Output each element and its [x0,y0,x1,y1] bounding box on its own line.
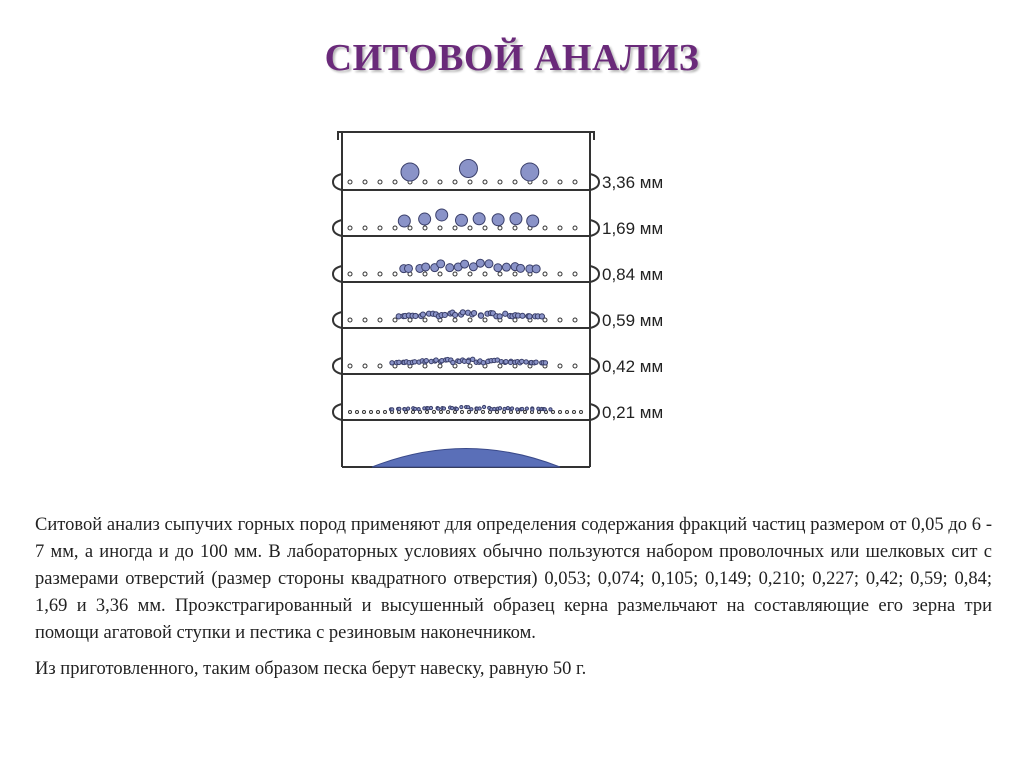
sieve-mesh-dot [558,272,562,276]
sieve-mesh-dot [580,411,583,414]
sieve-hook-left [333,312,342,328]
sieve-mesh-label: 3,36 мм [602,173,664,192]
sieve-mesh-dot [453,226,457,230]
sieve-mesh-label: 0,42 мм [602,357,664,376]
sieve-particle [419,213,431,225]
sieve-mesh-dot [408,226,412,230]
sieve-mesh-dot [482,411,485,414]
sieve-mesh-dot [384,411,387,414]
sieve-particle [451,360,455,364]
sieve-mesh-dot [438,226,442,230]
pan-fine-powder [372,449,560,468]
sieve-particle [481,361,485,365]
sieve-particle [494,264,502,272]
sieve-particle [398,407,401,410]
sieve-particle [478,407,481,410]
sieve-mesh-dot [378,272,382,276]
sieve-particle [482,405,485,408]
sieve-mesh-dot [573,364,577,368]
sieve-mesh-dot [468,318,472,322]
sieve-particle [420,312,425,317]
sieve-particle [404,264,412,272]
sieve-particle [466,359,470,363]
sieve-particle [527,314,532,319]
sieve-particle [442,312,447,317]
sieve-mesh-dot [433,411,436,414]
sieve-mesh-dot [393,272,397,276]
sieve-mesh-dot [483,226,487,230]
sieve-mesh-dot [558,226,562,230]
sieve-mesh-dot [412,411,415,414]
sieve-particle [473,213,485,225]
sieve-particle [525,407,528,410]
sieve-particle [503,311,508,316]
sieve-particle [397,360,401,364]
sieve-particle [467,406,470,409]
sieve-mesh-dot [440,411,443,414]
sieve-mesh-dot [423,180,427,184]
sieve-particle [498,407,501,410]
sieve-stack-diagram [320,122,680,482]
sieve-mesh-dot [438,180,442,184]
description [35,512,992,683]
sieve-particle [503,407,506,410]
sieve-hook-right [590,174,599,190]
sieve-particle [492,214,504,226]
sieve-mesh-dot [483,180,487,184]
sieve-mesh-dot [543,272,547,276]
sieve-mesh-dot [483,318,487,322]
sieve-hook-right [590,266,599,282]
sieve-mesh-label: 0,21 мм [602,403,664,422]
sieve-particle [531,408,534,411]
sieve-mesh-label: 1,69 мм [602,219,664,238]
sieve-mesh-dot [393,180,397,184]
stack-rim [338,132,594,140]
sieve-mesh-dot [348,364,352,368]
sieve-mesh-dot [513,226,517,230]
sieve-mesh-dot [538,411,541,414]
sieve-mesh-dot [378,180,382,184]
sieve-mesh-dot [423,272,427,276]
sieve-mesh-dot [349,411,352,414]
sieve-particle [446,264,454,272]
sieve-mesh-dot [573,180,577,184]
sieve-mesh-dot [348,272,352,276]
sieve-particle [471,311,476,316]
sieve-particle [539,314,544,319]
sieve-particle [436,209,448,221]
sieve-mesh-label: 0,59 мм [602,311,664,330]
sieve-particle [516,408,519,411]
sieve-particle [478,313,483,318]
sieve-mesh-dot [573,272,577,276]
sieve-mesh-dot [423,226,427,230]
sieve-mesh-dot [468,272,472,276]
sieve-particle [398,215,410,227]
sieve-mesh-dot [513,272,517,276]
sieve-stack [333,132,663,467]
sieve-particle [527,215,539,227]
sieve-particle [520,313,525,318]
sieve-mesh-dot [543,226,547,230]
sieve-particle [517,264,525,272]
sieve-mesh-dot [498,364,502,368]
sieve-particle [407,407,410,410]
sieve-mesh-dot [447,411,450,414]
sieve-particle [413,313,418,318]
sieve-particle [412,360,416,364]
sieve-particle [403,408,406,411]
sieve-hook-left [333,174,342,190]
sieve-mesh-dot [370,411,373,414]
sieve-mesh-dot [438,272,442,276]
sieve-particle [422,263,430,271]
sieve-mesh-dot [559,411,562,414]
sieve-mesh-dot [496,411,499,414]
sieve-mesh-dot [475,411,478,414]
sieve-hook-right [590,404,599,420]
sieve-mesh-dot [453,180,457,184]
sieve-mesh-dot [363,180,367,184]
sieve-particle [453,312,458,317]
sieve-hook-right [590,358,599,374]
sieve-mesh-dot [393,226,397,230]
sieve-particle [485,260,493,268]
sieve-mesh-dot [552,411,555,414]
sieve-particle [459,159,477,177]
sieve-mesh-dot [524,411,527,414]
sieve-mesh-dot [363,226,367,230]
sieve-hook-right [590,220,599,236]
sieve-particle [417,408,420,411]
sieve-particle [504,359,508,363]
sieve-particle [451,407,454,410]
sieve-particle [521,163,539,181]
sieve-mesh-dot [543,180,547,184]
sieve-particle [429,406,432,409]
sieve-particle [532,265,540,273]
sieve-particle [521,407,524,410]
sieve-mesh-dot [438,364,442,368]
sieve-particle [476,259,484,267]
sieve-mesh-dot [426,411,429,414]
sieve-mesh-dot [363,364,367,368]
sieve-mesh-dot [378,226,382,230]
sieve-particle [497,314,502,319]
sieve-hook-left [333,404,342,420]
sieve-particle [502,263,510,271]
sieve-mesh-dot [498,272,502,276]
sieve-particle [510,407,513,410]
sieve-particle [543,361,547,365]
sieve-hook-right [590,312,599,328]
sieve-particle [414,407,417,410]
sieve-particle [510,213,522,225]
sieve-particle [508,360,512,364]
sieve-particle [437,407,440,410]
sieve-mesh-dot [453,272,457,276]
sieve-particle [424,358,428,362]
sieve-mesh-dot [348,318,352,322]
sieve-particle [434,358,438,362]
sieve-mesh-dot [393,318,397,322]
sieve-mesh-dot [423,364,427,368]
sieve-mesh-dot [573,226,577,230]
sieve-mesh-dot [573,318,577,322]
sieve-hook-left [333,266,342,282]
sieve-particle [493,407,496,410]
sieve-mesh-dot [363,411,366,414]
sieve-particle [455,214,467,226]
sieve-mesh-dot [468,226,472,230]
sieve-mesh-dot [377,411,380,414]
sieve-mesh-dot [498,226,502,230]
sieve-particle [524,360,528,364]
sieve-particle [534,360,538,364]
sieve-mesh-dot [348,226,352,230]
sieve-particle [437,260,445,268]
sieve-mesh-dot [558,180,562,184]
sieve-mesh-dot [423,318,427,322]
sieve-mesh-dot [363,318,367,322]
page-title: СИТОВОЙ АНАЛИЗ [324,37,700,79]
sieve-hook-left [333,220,342,236]
sieve-mesh-dot [468,411,471,414]
sieve-mesh-dot [498,180,502,184]
sieve-mesh-dot [513,180,517,184]
sieve-hook-left [333,358,342,374]
paragraph-2: Из приготовленного, таким образом песка берут навеску, равную 50 г. [35,659,587,679]
sieve-mesh-dot [573,411,576,414]
sieve-mesh-dot [363,272,367,276]
sieve-particle [470,408,473,411]
sieve-particle [390,361,394,365]
sieve-mesh-dot [566,411,569,414]
sieve-particle [401,163,419,181]
sieve-particle [543,408,546,411]
sieve-particle [455,407,458,410]
sieve-mesh-dot [378,318,382,322]
sieve-particle [537,407,540,410]
sieve-mesh-dot [468,364,472,368]
sieve-mesh-dot [453,318,457,322]
sieve-particle [442,407,445,410]
sieve-mesh-dot [558,318,562,322]
sieve-mesh-dot [483,272,487,276]
sieve-particle [520,359,524,363]
sieve-mesh-dot [356,411,359,414]
sieve-particle [549,408,552,411]
sieve-particle [460,405,463,408]
sieve-mesh-dot [378,364,382,368]
sieve-particle [391,408,394,411]
sieve-particle [461,260,469,268]
sieve-mesh-dot [468,180,472,184]
sieve-mesh-dot [558,364,562,368]
sieve-mesh-dot [348,180,352,184]
sieve-mesh-dot [461,411,464,414]
sieve-particle [460,310,465,315]
paragraph-1: Ситовой анализ сыпучих горных пород применяют для определения содержания фракций частиц размером от 0,05 до 6 - 7 мм, а иногда и до 100 мм. В лабораторных условиях обычно пользуются набором проволочных или шелковых сит с размерами отверстий (размер стороны квадратного отверстия) 0,053; 0,074; 0,105; 0,149; 0,210; 0,227; 0,42; 0,59; 0,84; 1,69 и 3,36 мм. Проэкстрагированный и высушенный образец керна размельчают на составляющие его зерна три помощи агатовой ступки и пестика с резиновым наконечником. [35,515,992,643]
sieve-mesh-label: 0,84 мм [602,265,664,284]
